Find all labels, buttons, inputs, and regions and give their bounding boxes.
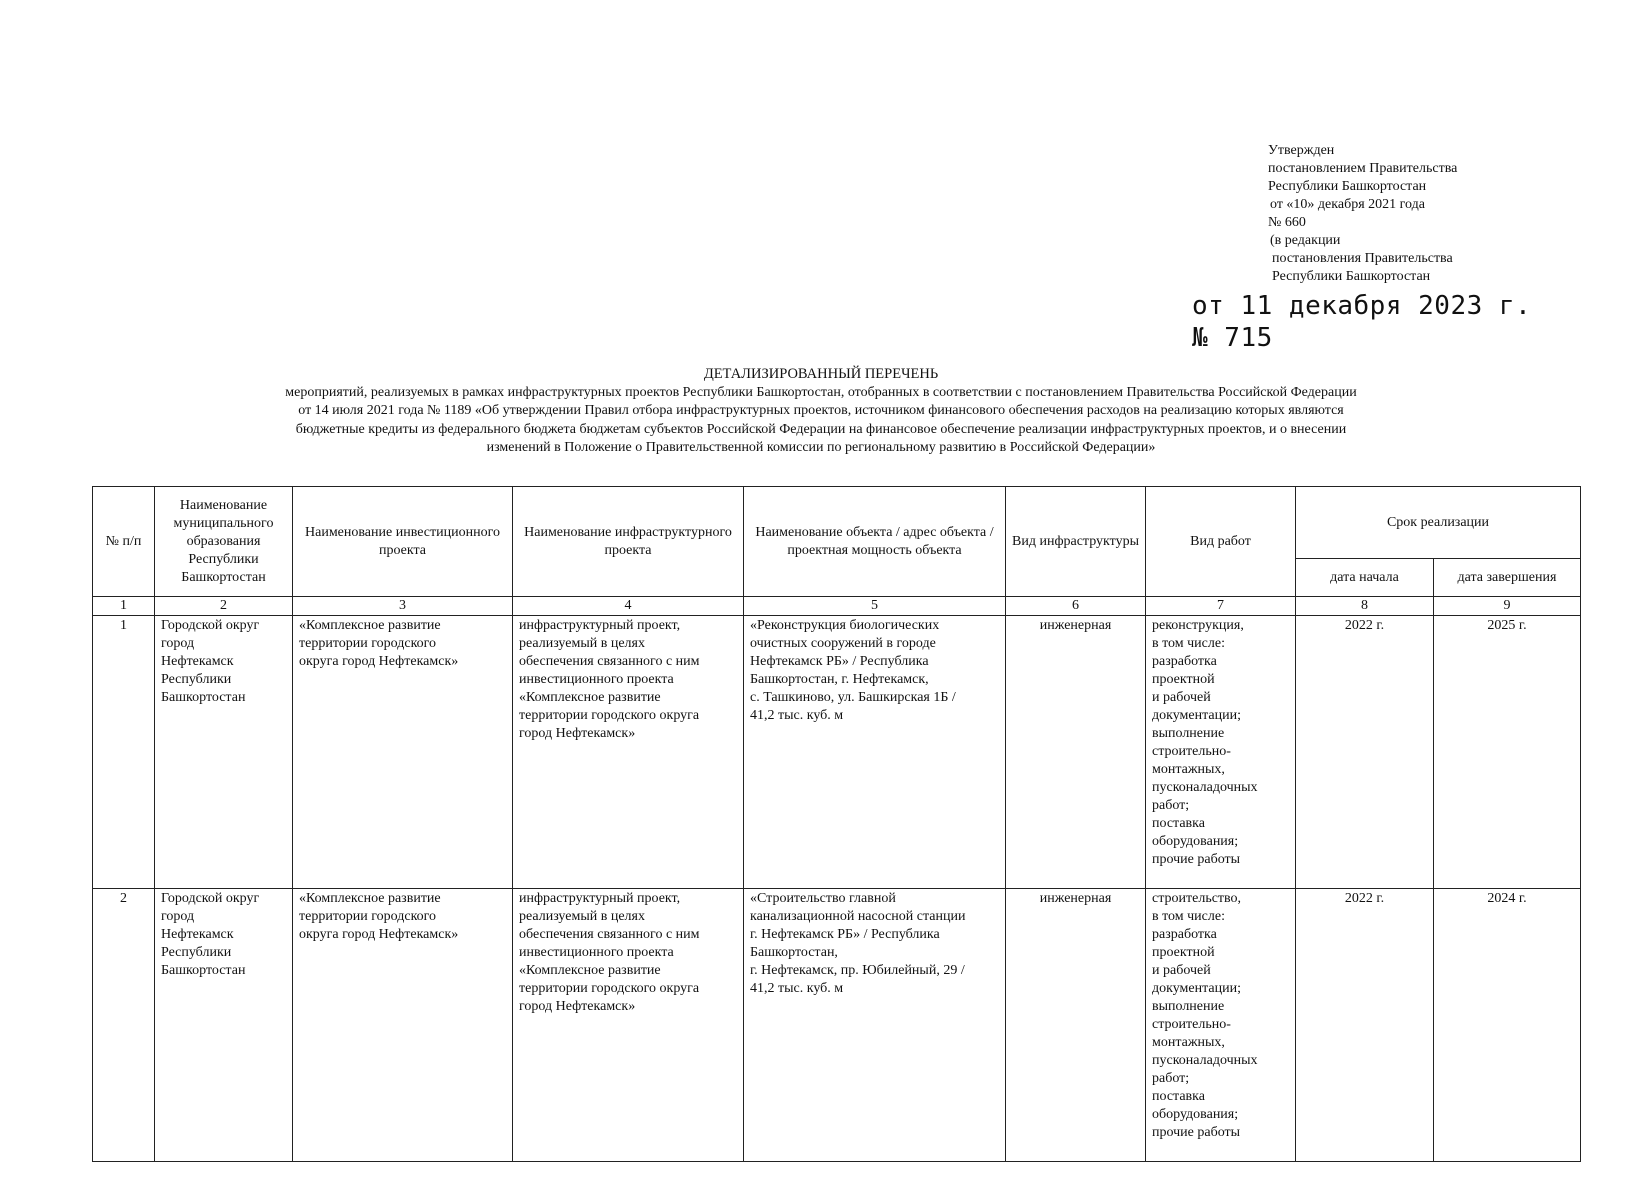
row-end-date: 2025 г.	[1434, 616, 1581, 889]
approval-block	[1268, 142, 1457, 286]
document-heading	[200, 365, 1442, 458]
row-work-type: строительство, в том числе: разработка проектной и рабочей документации; выполнение строительно- монтажных, пусконаладочных работ; поставка оборудования; прочие работы	[1146, 889, 1296, 1162]
header-row	[93, 487, 1581, 559]
column-number: 1	[93, 597, 155, 616]
row-infrastructure-project: инфраструктурный проект, реализуемый в целях обеспечения связанного с ним инвестиционного проекта «Комплексное развитие территории городского округа город Нефтекамск»	[513, 889, 744, 1162]
row-object: «Строительство главной канализационной насосной станции г. Нефтекамск РБ» / Республика Башкортостан, г. Нефтекамск, пр. Юбилейный, 29 / 41,2 тыс. куб. м	[744, 889, 1006, 1162]
approval-line: (в редакции	[1270, 233, 1341, 248]
approval-line: Республики Башкортостан	[1268, 179, 1427, 194]
approval-line: от «10» декабря 2021 года	[1270, 197, 1425, 212]
header-num: № п/п	[93, 487, 155, 597]
approval-line: постановлением Правительства	[1268, 161, 1458, 176]
row-num: 2	[93, 889, 155, 1162]
column-number: 3	[293, 597, 513, 616]
row-work-type: реконструкция, в том числе: разработка проектной и рабочей документации; выполнение строительно- монтажных, пусконаладочных работ; поставка оборудования; прочие работы	[1146, 616, 1296, 889]
header-period: Срок реализации	[1296, 487, 1581, 559]
row-start-date: 2022 г.	[1296, 889, 1434, 1162]
row-object: «Реконструкция биологических очистных сооружений в городе Нефтекамск РБ» / Республика Башкортостан, г. Нефтекамск, с. Ташкиново, ул. Башкирская 1Б / 41,2 тыс. куб. м	[744, 616, 1006, 889]
projects-table	[92, 486, 1581, 1162]
table-row	[93, 616, 1581, 889]
row-end-date: 2024 г.	[1434, 889, 1581, 1162]
heading-line: мероприятий, реализуемых в рамках инфраструктурных проектов Республики Башкортостан, отобранных в соответствии с постановлением Правительства Российской Федерации	[285, 384, 1357, 400]
column-number-row	[93, 597, 1581, 616]
row-infrastructure-type: инженерная	[1006, 889, 1146, 1162]
column-number: 7	[1146, 597, 1296, 616]
header-investment-project: Наименование инвестиционного проекта	[293, 487, 513, 597]
heading-line: от 14 июля 2021 года № 1189 «Об утверждении Правил отбора инфраструктурных проектов, источником финансового обеспечения расходов на реализацию которых являются	[298, 403, 1344, 418]
row-num: 1	[93, 616, 155, 889]
header-work-type: Вид работ	[1146, 487, 1296, 597]
column-number: 9	[1434, 597, 1581, 616]
approval-line: Утвержден	[1268, 143, 1335, 158]
column-number: 5	[744, 597, 1006, 616]
row-investment-project: «Комплексное развитие территории городского округа город Нефтекамск»	[293, 616, 513, 889]
heading-line: бюджетные кредиты из федерального бюджета бюджетам субъектов Российской Федерации на финансовое обеспечение реализации инфраструктурных проектов, и о внесении	[295, 421, 1347, 437]
stamp-number: № 715	[1192, 323, 1273, 353]
heading-line: изменений в Положение о Правительственной комиссии по региональному развитию в Российской Федерации»	[486, 440, 1156, 455]
approval-line: постановления Правительства	[1272, 251, 1453, 266]
header-infrastructure-project: Наименование инфраструктурного проекта	[513, 487, 744, 597]
header-municipality: Наименование муниципального образования Республики Башкортостан	[155, 487, 293, 597]
stamp-date: от 11 декабря 2023 г.	[1192, 291, 1532, 321]
row-municipality: Городской округ город Нефтекамск Республики Башкортостан	[155, 889, 293, 1162]
row-start-date: 2022 г.	[1296, 616, 1434, 889]
resolution-stamp	[1192, 290, 1531, 354]
column-number: 8	[1296, 597, 1434, 616]
document-title: ДЕТАЛИЗИРОВАННЫЙ ПЕРЕЧЕНЬ	[703, 366, 939, 382]
column-number: 6	[1006, 597, 1146, 616]
column-number: 4	[513, 597, 744, 616]
approval-line: Республики Башкортостан	[1272, 269, 1431, 284]
header-object: Наименование объекта / адрес объекта / проектная мощность объекта	[744, 487, 1006, 597]
column-number: 2	[155, 597, 293, 616]
header-end-date: дата завершения	[1434, 559, 1581, 597]
header-infrastructure-type: Вид инфраструктуры	[1006, 487, 1146, 597]
header-start-date: дата начала	[1296, 559, 1434, 597]
row-municipality: Городской округ город Нефтекамск Республики Башкортостан	[155, 616, 293, 889]
row-infrastructure-project: инфраструктурный проект, реализуемый в целях обеспечения связанного с ним инвестиционного проекта «Комплексное развитие территории городского округа город Нефтекамск»	[513, 616, 744, 889]
table-row	[93, 889, 1581, 1162]
approval-line: № 660	[1268, 215, 1306, 230]
row-investment-project: «Комплексное развитие территории городского округа город Нефтекамск»	[293, 889, 513, 1162]
row-infrastructure-type: инженерная	[1006, 616, 1146, 889]
